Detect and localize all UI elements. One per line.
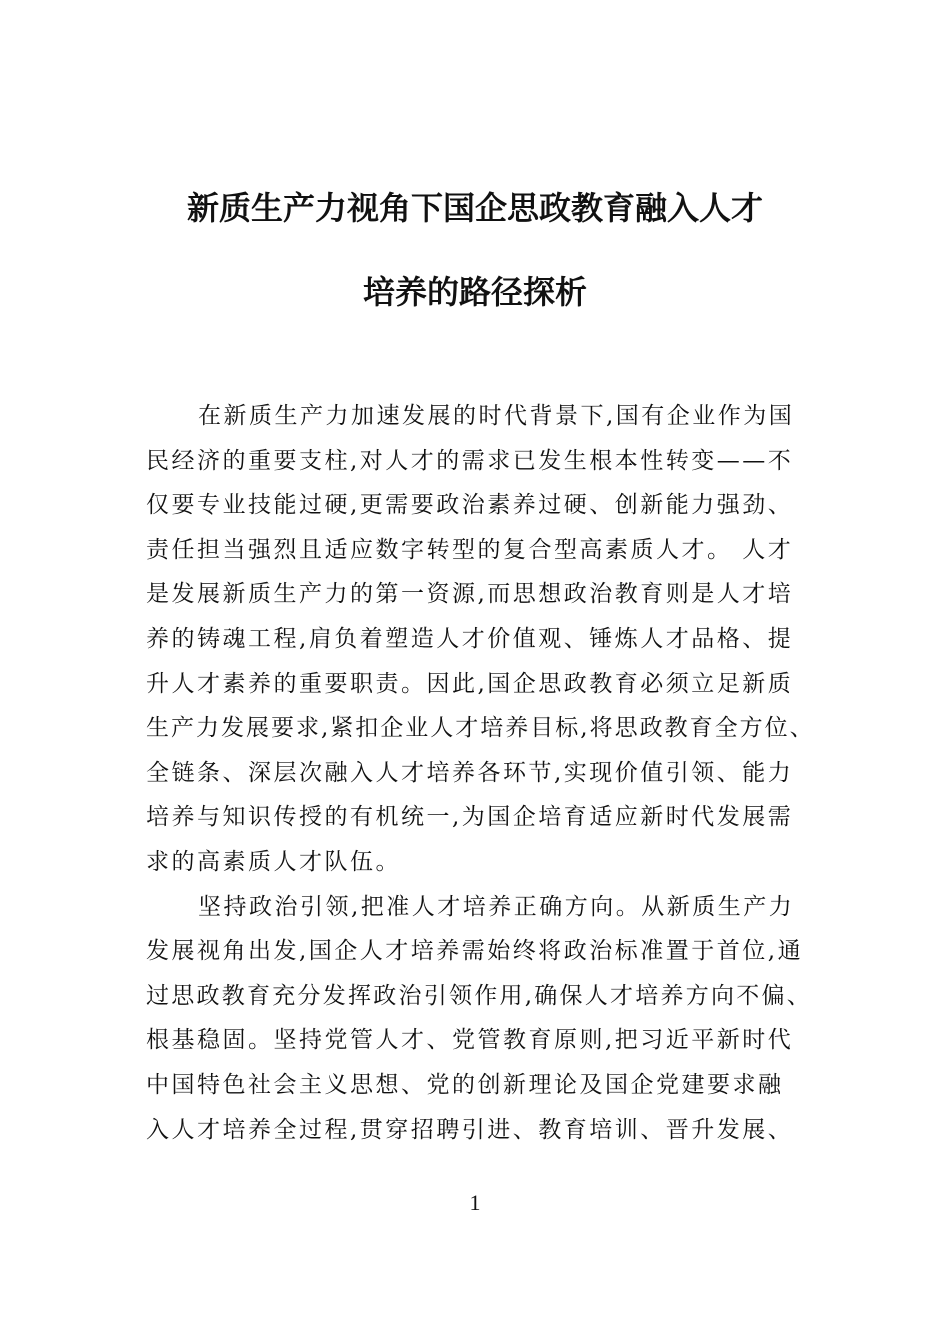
text-line: 全链条、深层次融入人才培养各环节,实现价值引领、能力: [146, 759, 794, 786]
text-line: 根基稳固。坚持党管人才、党管教育原则,把习近平新时代: [146, 1027, 794, 1054]
text-line: 过思政教育充分发挥政治引领作用,确保人才培养方向不偏、: [146, 982, 813, 1009]
text-line: 入人才培养全过程,贯穿招聘引进、教育培训、晋升发展、: [146, 1116, 794, 1143]
text-line: 养的铸魂工程,肩负着塑造人才价值观、锤炼人才品格、提: [146, 625, 794, 652]
text-line: 是发展新质生产力的第一资源,而思想政治教育则是人才培: [146, 581, 794, 608]
title-line-2: 培养的路径探析: [362, 273, 587, 311]
text-line: 培养与知识传授的有机统一,为国企培育适应新时代发展需: [146, 804, 794, 831]
text-line: 发展视角出发,国企人才培养需始终将政治标准置于首位,通: [146, 938, 804, 965]
text-line: 求的高素质人才队伍。: [146, 848, 401, 875]
text-line: 仅要专业技能过硬,更需要政治素养过硬、创新能力强劲、: [146, 492, 794, 519]
document-body: [146, 394, 818, 1152]
text-line: 在新质生产力加速发展的时代背景下,国有企业作为国: [198, 403, 795, 429]
text-line: 中国特色社会主义思想、党的创新理论及国企党建要求融: [146, 1071, 784, 1098]
text-line: 升人才素养的重要职责。因此,国企思政教育必须立足新质: [146, 670, 794, 697]
document-title: [100, 188, 850, 312]
paragraph-2: [146, 885, 818, 1153]
title-line-1: 新质生产力视角下国企思政教育融入人才: [186, 189, 763, 227]
text-line: 生产力发展要求,紧扣企业人才培养目标,将思政教育全方位、: [146, 715, 815, 742]
text-line: 责任担当强烈且适应数字转型的复合型高素质人才。 人才: [146, 536, 794, 563]
paragraph-1: [146, 394, 818, 885]
page-number: 1: [469, 1190, 481, 1215]
text-line: 坚持政治引领,把准人才培养正确方向。从新质生产力: [198, 893, 795, 920]
text-line: 民经济的重要支柱,对人才的需求已发生根本性转变——不: [146, 447, 794, 474]
